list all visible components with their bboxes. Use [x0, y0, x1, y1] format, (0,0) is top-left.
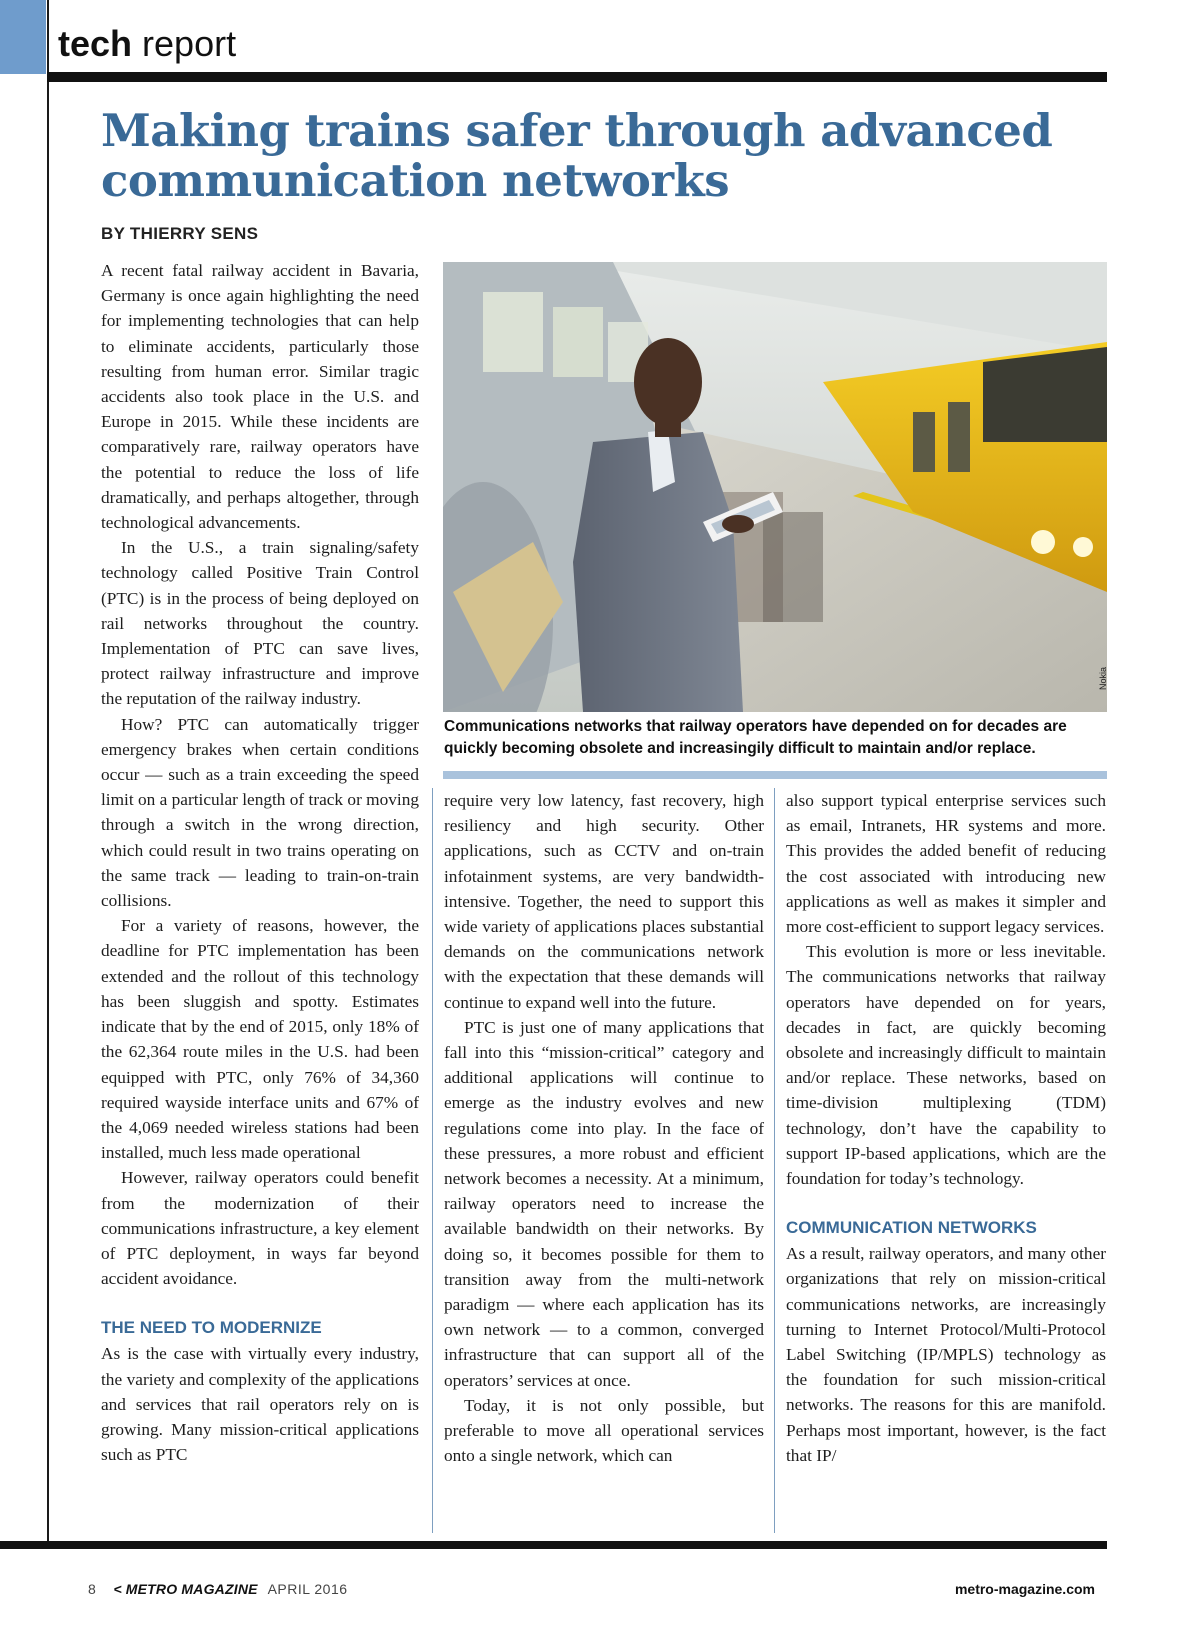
paragraph: How? PTC can automatically trigger emergency brakes when certain conditions occur — such as a train exceeding the speed limit on a particular length of track or moving through a switch in the wrong direction, which could result in two trains operating on the same track — leading to train-on-train collisions.	[101, 714, 419, 911]
section-heading-light: report	[142, 23, 237, 64]
platform-photo-illustration	[443, 262, 1107, 712]
top-rule	[47, 72, 1107, 82]
article-photo	[443, 262, 1107, 712]
bottom-rule	[0, 1541, 1107, 1549]
section-color-tab	[0, 0, 46, 74]
photo-credit: Nokia	[1098, 666, 1108, 690]
caption-rule	[443, 771, 1107, 779]
issue-date: APRIL 2016	[267, 1581, 348, 1597]
column-divider	[432, 788, 433, 1533]
section-heading-bold: tech	[58, 23, 133, 64]
column-1	[101, 258, 419, 1467]
paragraph: require very low latency, fast recovery, high resiliency and high security. Other applications, such as CCTV and on-train infotainment systems, are very bandwidth-intensive. Together, the need to support this wide variety of applications places substantial demands on the communications network with the expectation that these demands will continue to expand well into the future.	[444, 791, 764, 1012]
paragraph: In the U.S., a train signaling/safety technology called Positive Train Control (PTC) is in the process of being deployed on rail networks throughout the country. Implementation of PTC can save lives, protect railway infrastructure and improve the reputation of the railway industry.	[101, 538, 419, 709]
article-headline: Making trains safer through advanced communication networks	[101, 104, 1053, 207]
paragraph: As is the case with virtually every industry, the variety and complexity of the applications and services that rail operators rely on is growing. Many mission-critical applications such as PTC	[101, 1344, 419, 1465]
column-divider	[774, 788, 775, 1533]
paragraph: However, railway operators could benefit from the modernization of their communications infrastructure, a key element of PTC deployment, in ways far beyond accident avoidance.	[101, 1168, 419, 1289]
byline: BY THIERRY SENS	[101, 224, 259, 243]
paragraph: also support typical enterprise services such as email, Intranets, HR systems and more. This provides the added benefit of reducing the cost associated with introducing new applications as well as makes it simpler and more cost-efficient to support legacy services.	[786, 791, 1106, 937]
back-arrow-icon: <	[113, 1581, 122, 1597]
section-heading	[58, 23, 237, 64]
paragraph: A recent fatal railway accident in Bavaria, Germany is once again highlighting the need for implementing technologies that can help to eliminate accidents, particularly those resulting from human error. Similar tragic accidents also took place in the U.S. and Europe in 2015. While these incidents are comparatively rare, railway operators have the potential to reduce the loss of life dramatically, and perhaps altogether, through technological advancements.	[101, 261, 419, 533]
paragraph: Today, it is not only possible, but preferable to move all operational services onto a single network, which can	[444, 1395, 764, 1466]
subhead-need-to-modernize: THE NEED TO MODERNIZE	[101, 1318, 322, 1338]
magazine-name: METRO MAGAZINE	[125, 1581, 258, 1597]
paragraph: PTC is just one of many applications that fall into this “mission-critical” category and additional applications will continue to emerge as the industry evolves and new regulations come into play. In the face of these pressures, a more robust and efficient network becomes a necessity. At a minimum, railway operators need to increase the available bandwidth on their networks. By doing so, it becomes possible for them to transition away from the multi-network paradigm — where each application has its own network — to a common, converged infrastructure that can support all of the operators’ services at once.	[444, 1017, 764, 1390]
footer-folio	[88, 1581, 348, 1597]
column-2	[444, 788, 764, 1468]
paragraph: As a result, railway operators, and many other organizations that rely on mission-critical communications networks, are increasingly turning to Internet Protocol/Multi-Protocol Label Switching (IP/MPLS) technology as the foundation for such mission-critical networks. The reasons for this are manifold. Perhaps most important, however, is the fact that IP/	[786, 1244, 1106, 1465]
column-3	[786, 788, 1106, 1468]
paragraph: This evolution is more or less inevitable. The communications networks that railway operators have depended on for years, decades in fact, are quickly becoming obsolete and increasingly difficult to maintain and/or replace. These networks, based on time-division multiplexing (TDM) technology, don’t have the capability to support IP-based applications, which are the foundation for today’s technology.	[786, 942, 1106, 1189]
subhead-communication-networks: COMMUNICATION NETWORKS	[786, 1218, 1037, 1238]
photo-caption: Communications networks that railway operators have depended on for decades are quickly becoming obsolete and increasingily difficult to maintain and/or replace.	[444, 718, 1067, 757]
footer-url: metro-magazine.com	[954, 1581, 1095, 1597]
page-number: 8	[88, 1581, 96, 1597]
left-margin-rule	[47, 0, 49, 1544]
paragraph: For a variety of reasons, however, the deadline for PTC implementation has been extended and the rollout of this technology has been sluggish and spotty. Estimates indicate that by the end of 2015, only 18% of the 62,364 route miles in the U.S. had been equipped with PTC, only 76% of 34,360 required wayside interface units and 67% of the 4,069 needed wireless stations had been installed, much less made operational	[101, 916, 419, 1163]
